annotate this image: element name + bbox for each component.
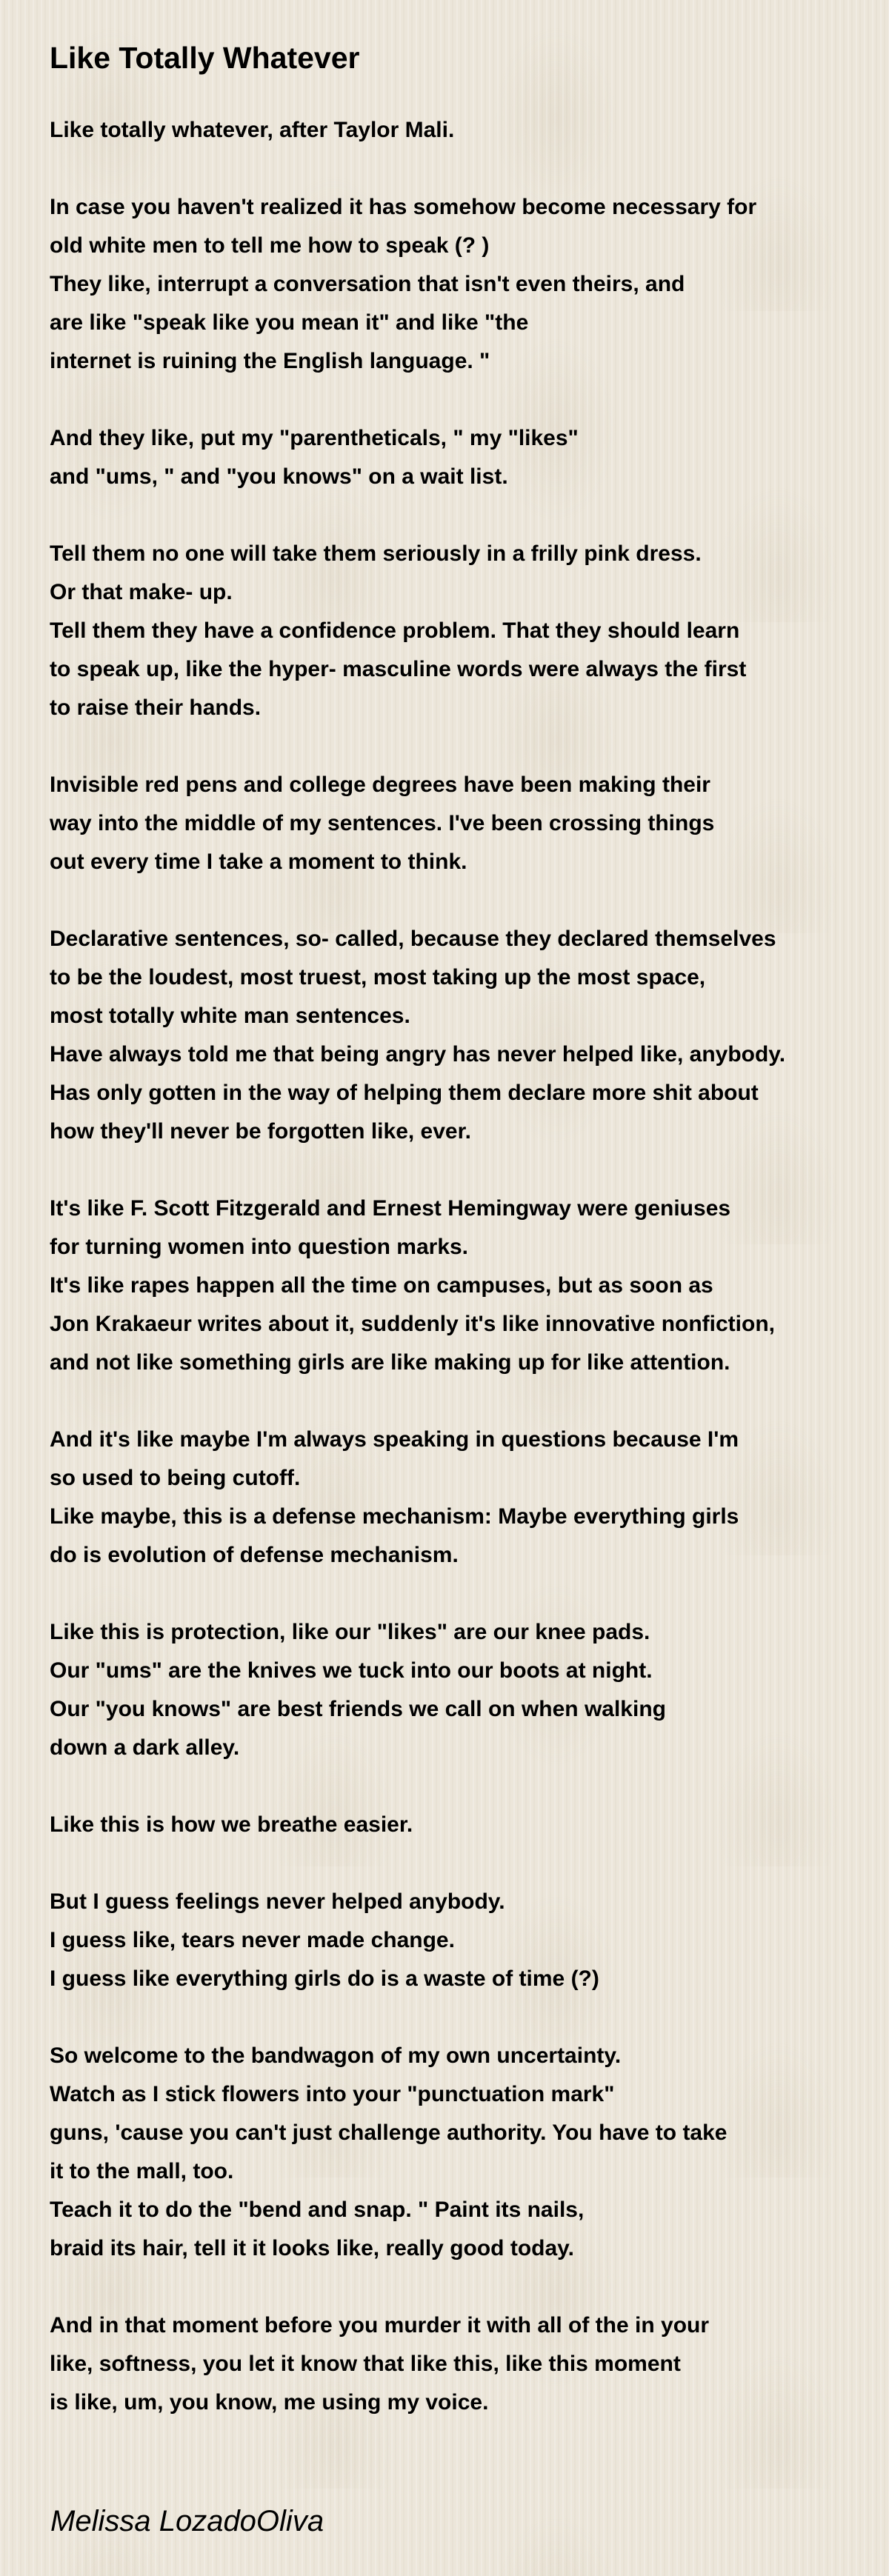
stanza <box>50 1883 785 1998</box>
poem-line: is like, um, you know, me using my voice. <box>50 2390 489 2415</box>
poem-line: Like maybe, this is a defense mechanism: Maybe everything girls <box>50 1504 739 1529</box>
poem-line: to raise their hands. <box>50 695 262 720</box>
poem-author: Melissa LozadoOliva <box>50 2505 324 2537</box>
poem-line: are like "speak like you mean it" and like "the <box>50 310 529 335</box>
poem-line: Our "you knows" are best friends we call on when walking <box>50 1697 666 1721</box>
poem-line: Teach it to do the "bend and snap. " Paint its nails, <box>50 2198 585 2222</box>
stanza <box>50 2037 785 2268</box>
poem-line: it to the mall, too. <box>50 2159 234 2183</box>
poem-line: and "ums, " and "you knows" on a wait list. <box>50 464 508 489</box>
poem-line: Like this is how we breathe easier. <box>50 1812 413 1837</box>
stanza <box>50 2306 785 2422</box>
poem-line: like, softness, you let it know that like this, like this moment <box>50 2352 681 2376</box>
poem-line: So welcome to the bandwagon of my own uncertainty. <box>50 2043 622 2068</box>
poem-line: And in that moment before you murder it with all of the in your <box>50 2313 710 2338</box>
poem-line: Our "ums" are the knives we tuck into our boots at night. <box>50 1658 653 1683</box>
poem-line: and not like something girls are like making up for like attention. <box>50 1350 730 1375</box>
poem-line: But I guess feelings never helped anybody. <box>50 1889 505 1914</box>
stanza <box>50 1806 785 1844</box>
poem-line: It's like F. Scott Fitzgerald and Ernest Hemingway were geniuses <box>50 1196 731 1221</box>
stanza <box>50 920 785 1151</box>
stanza <box>50 766 785 881</box>
poem-line: Invisible red pens and college degrees have been making their <box>50 773 710 797</box>
poem-line: Watch as I stick flowers into your "punctuation mark" <box>50 2082 615 2106</box>
poem-line: And it's like maybe I'm always speaking in questions because I'm <box>50 1427 739 1452</box>
poem-line: Tell them they have a confidence problem. That they should learn <box>50 618 740 643</box>
poem-line: out every time I take a moment to think. <box>50 850 467 874</box>
poem-line: old white men to tell me how to speak (? ) <box>50 233 490 258</box>
poem-line: Tell them no one will take them seriously in a frilly pink dress. <box>50 541 702 566</box>
poem-line: to be the loudest, most truest, most taking up the most space, <box>50 965 706 990</box>
poem-line: to speak up, like the hyper- masculine words were always the first <box>50 657 747 681</box>
poem-line: do is evolution of defense mechanism. <box>50 1543 459 1567</box>
poem-line: way into the middle of my sentences. I've been crossing things <box>50 811 715 835</box>
stanza <box>50 419 785 496</box>
poem-body <box>50 188 785 2422</box>
stanza <box>50 1421 785 1575</box>
poem-line: I guess like everything girls do is a waste of time (?) <box>50 1966 599 1991</box>
poem-line: internet is ruining the English language. " <box>50 349 490 373</box>
poem-line: They like, interrupt a conversation that isn't even theirs, and <box>50 272 685 296</box>
poem-line: braid its hair, tell it it looks like, really good today. <box>50 2236 574 2260</box>
poem-title: Like Totally Whatever <box>50 41 360 75</box>
poem-line: Have always told me that being angry has never helped like, anybody. <box>50 1042 786 1067</box>
poem-line: for turning women into question marks. <box>50 1235 469 1259</box>
poem-line: so used to being cutoff. <box>50 1466 301 1490</box>
poem-line: Has only gotten in the way of helping them declare more shit about <box>50 1081 759 1105</box>
poem-line: Declarative sentences, so- called, because they declared themselves <box>50 927 776 951</box>
poem-line: guns, 'cause you can't just challenge authority. You have to take <box>50 2120 727 2145</box>
poem-line: I guess like, tears never made change. <box>50 1928 455 1952</box>
stanza <box>50 535 785 727</box>
poem-subtitle: Like totally whatever, after Taylor Mali. <box>50 118 455 142</box>
poem-line: In case you haven't realized it has somehow become necessary for <box>50 195 757 219</box>
stanza <box>50 188 785 381</box>
poem-line: It's like rapes happen all the time on campuses, but as soon as <box>50 1273 713 1298</box>
stanza <box>50 1613 785 1767</box>
poem-line: down a dark alley. <box>50 1735 240 1760</box>
poem-line: Jon Krakaeur writes about it, suddenly it's like innovative nonfiction, <box>50 1312 775 1336</box>
poem-line: And they like, put my "parentheticals, " my "likes" <box>50 426 579 450</box>
poem-line: how they'll never be forgotten like, ever. <box>50 1119 471 1144</box>
poem-line: Or that make- up. <box>50 580 233 604</box>
poem-line: most totally white man sentences. <box>50 1004 410 1028</box>
stanza <box>50 1189 785 1382</box>
poem-line: Like this is protection, like our "likes" are our knee pads. <box>50 1620 650 1644</box>
